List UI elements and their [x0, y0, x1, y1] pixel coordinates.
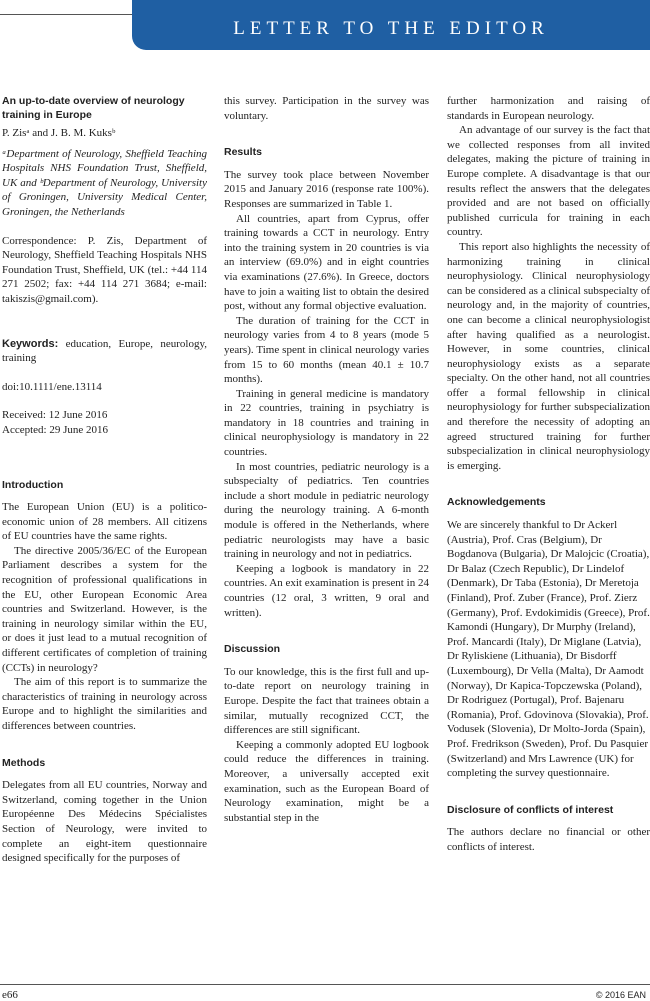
correspondence-label: Correspondence:: [2, 234, 77, 247]
page-number: e66: [2, 989, 18, 1001]
column-middle: [224, 88, 429, 825]
methods-section: [2, 756, 207, 866]
results-heading: Results: [224, 146, 262, 159]
discussion-paragraph: An advantage of our survey is the fact that we collected responses from all invited delegates, making the picture of training in Europe complete. A disadvantage is that our results reflect the answers that the delegates provided and are not based on officially published curricula for training in each country.: [447, 124, 650, 239]
results-paragraph: Training in general medicine is mandatory in 22 countries, training in psychiatry is mandatory in 18 countries and training in clinical neurophysiology is mandatory in 22 countries.: [224, 387, 429, 459]
copyright: © 2016 EAN: [595, 990, 646, 1000]
discussion-paragraph: To our knowledge, this is the first full and up-to-date report on neurology training in Europe. Despite the fact that trainees obtain a similar, mutually recognized CCT, the differences are still significant.: [224, 665, 429, 737]
discussion-continued: [447, 94, 650, 473]
affiliations: ᵃDepartment of Neurology, Sheffield Teaching Hospitals NHS Foundation Trust, Sheffield, UK and ᵇDepartment of Neurology, University of Groningen, University Medical Center, Groningen, the Netherlands: [2, 147, 207, 218]
introduction-paragraph: The European Union (EU) is a politico-economic union of 28 members. All citizens of EU countries have the same rights.: [2, 501, 207, 543]
discussion-paragraph: Keeping a commonly adopted EU logbook could reduce the differences in training. Moreover, a universally accepted exit examination, such as the European Board of Neurology examination, might be a substantial step in the: [224, 738, 429, 824]
keywords-text: education, Europe, neurology, training: [2, 337, 207, 365]
results-paragraph: The duration of training for the CCT in neurology varies from 4 to 8 years (mode 5 years). Time spent in clinical neurology varies from 15 to 60 months (mean 40.1 ± 10.7 months).: [224, 314, 429, 386]
acknowledgements-section: [447, 495, 650, 780]
article-title: An up-to-date overview of neurology training in Europe: [2, 95, 185, 121]
keywords-label: Keywords:: [2, 337, 59, 350]
methods-paragraph: Delegates from all EU countries, Norway and Switzerland, coming together in the Union Européenne Des Médecins Spécialistes Section of Neurology, were invited to complete an eight-item questionnaire designed specifically for the purposes of: [2, 779, 207, 865]
introduction-section: [2, 478, 207, 734]
introduction-heading: Introduction: [2, 478, 64, 491]
discussion-paragraph: This report also highlights the necessity of harmonizing training in clinical neurophysiology. Clinical neurophysiology can be considered as a clinical subspecialty of neurology and, in the majority of countries, one can become a clinical neurophysiologist after having qualified as a neurologist. However, in some countries, clinical neurophysiology exists as a separate specialty. On the other hand, not all countries offer a formal fellowship in clinical neurophysiology for further subspecialization and therefore the necessity of adopting an agreed structured training for further subspecialization in clinical neurophysiology is emerging.: [447, 240, 650, 472]
acknowledgements-heading: Acknowledgements: [447, 496, 546, 509]
doi: doi:10.1111/ene.13114: [2, 380, 102, 393]
introduction-paragraph: The directive 2005/36/EC of the European Parliament describes a system for the recognition of professional qualifications in the EU, other European Economic Area countries and Switzerland. However, is the training in neurology similar within the EU, or does it just lead to a mutual recognition of different certificates of completion of training (CCTs) in neurology?: [2, 544, 207, 674]
column-left: [2, 88, 207, 866]
received-date: Received: 12 June 2016: [2, 409, 108, 422]
discussion-section: [224, 642, 429, 825]
results-paragraph: In most countries, pediatric neurology is a subspecialty of pediatrics. Ten countries include a short module in pediatric neurology during the neurology training. A 6-month module is offered in the Netherlands, where pediatric neurologists may have a basic training in neurology and not in pediatrics.: [224, 460, 429, 561]
introduction-paragraph: The aim of this report is to summarize the characteristics of training in neurology across Europe and to highlight the similarities and differences between countries.: [2, 676, 207, 732]
keywords: [2, 337, 207, 366]
acknowledgements-paragraph: We are sincerely thankful to Dr Ackerl (Austria), Prof. Cras (Belgium), Dr Bogdanova (Bulgaria), Dr Malojcic (Croatia), Dr Balaz (Czech Republic), Dr Lindelof (Denmark), Dr Taba (Estonia), Dr Meretoja (Finland), Prof. Zuber (France), Prof. Zierz (Germany), Prof. Evdokimidis (Greece), Prof. Kamondi (Hungary), Dr Murphy (Ireland), Prof. Mancardi (Italy), Dr Miglane (Latvia), Dr Ryliskiene (Lithuania), Dr Bisdorff (Luxembourg), Dr Vella (Malta), Dr Aamodt (Norway), Dr Kapica-Topczewska (Poland), Dr Rodriguez (Portugal), Prof. Bajenaru (Romania), Prof. Gdovinova (Slovakia), Prof. Vodusek (Slovenia), Dr Molto-Jorda (Spain), Prof. Fredrikson (Sweden), Prof. Du Pasquier (Switzerland) and Mrs Lawrence (UK) for completing the survey questionnaire.: [447, 519, 650, 780]
correspondence: [2, 234, 207, 307]
discussion-heading: Discussion: [224, 643, 281, 656]
results-paragraph: All countries, apart from Cyprus, offer training towards a CCT in neurology. Entry into the training system in 20 countries is via an interview (69.0%) and in eight countries via examinations (27.6%). In Greece, doctors have to join a waiting list to obtain the desired post, without any formal objective evaluation.: [224, 212, 429, 313]
discussion-paragraph-continued: further harmonization and raising of standards in European neurology.: [447, 95, 650, 122]
results-paragraph: The survey took place between November 2015 and January 2016 (response rate 100%). Responses are summarized in Table 1.: [224, 168, 429, 210]
disclosure-paragraph: The authors declare no financial or other conflicts of interest.: [447, 826, 650, 853]
results-paragraph: Keeping a logbook is mandatory in 22 countries. An exit examination is present in 24 countries (12 oral, 3 written, 9 oral and written).: [224, 562, 429, 619]
correspondence-text: P. Zis, Department of Neurology, Sheffield Teaching Hospitals NHS Foundation Trust, Sheffield, UK (tel.: +44 114 271 2502; fax: +44 114 271 3684; e-mail: takiszis@gmail.com).: [2, 234, 207, 305]
disclosure-heading: Disclosure of conflicts of interest: [447, 803, 614, 816]
section-banner: LETTER TO THE EDITOR: [132, 0, 650, 50]
authors: P. Zisᵃ and J. B. M. Kuksᵇ: [2, 127, 116, 139]
methods-heading: Methods: [2, 756, 46, 769]
results-section: [224, 145, 429, 620]
accepted-date: Accepted: 29 June 2016: [2, 423, 108, 436]
column-right: [447, 88, 650, 855]
footer-rule: [0, 984, 650, 985]
methods-paragraph-continued: this survey. Participation in the survey was voluntary.: [224, 95, 429, 122]
disclosure-section: [447, 803, 650, 855]
